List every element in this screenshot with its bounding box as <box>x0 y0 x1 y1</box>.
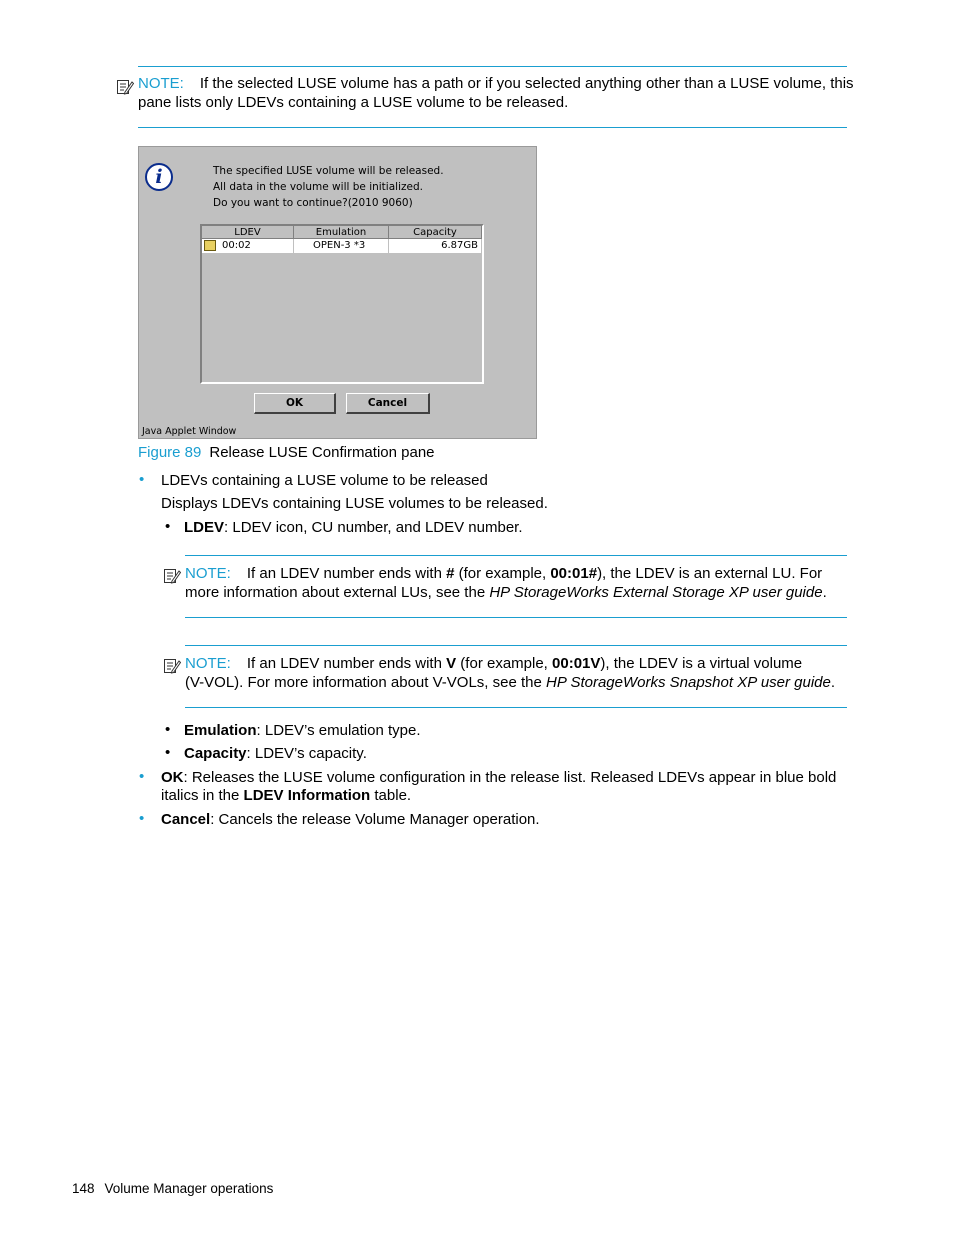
note2-text: (for example, <box>454 565 551 582</box>
note2-text: more information about external LUs, see the <box>185 584 490 601</box>
note3-text: (V-VOL). For more information about V-VOLs, see the <box>185 674 546 691</box>
note1-label: NOTE: <box>138 75 184 92</box>
emulation-item <box>184 721 421 740</box>
note1-text-1: If the selected LUSE volume has a path or if you selected anything other than a LUSE volume, this <box>199 75 854 92</box>
note3-text: . <box>830 674 836 691</box>
note3-guide-ref: HP StorageWorks Snapshot XP user guide <box>546 674 831 691</box>
note1-line1 <box>138 74 854 93</box>
column-header-emulation[interactable]: Emulation <box>294 226 389 239</box>
ldevs-title: LDEVs containing a LUSE volume to be released <box>161 472 488 489</box>
release-luse-dialog <box>138 146 537 439</box>
ok-desc: italics in the <box>161 787 244 804</box>
emulation-desc: : LDEV’s emulation type. <box>256 722 421 739</box>
capacity-cell[interactable]: 6.87GB <box>389 239 482 253</box>
info-icon: i <box>145 163 173 191</box>
ldev-desc: : LDEV icon, CU number, and LDEV number. <box>224 519 523 536</box>
note3-v: V <box>446 655 457 672</box>
emulation-cell[interactable]: OPEN-3 *3 <box>294 239 389 253</box>
dialog-message-3: Do you want to continue?(2010 9060) <box>213 197 413 209</box>
ldev-item <box>184 518 523 537</box>
column-header-capacity[interactable]: Capacity <box>389 226 482 239</box>
ok-item-line2 <box>161 786 411 805</box>
applet-status-text: Java Applet Window <box>142 426 237 437</box>
ldev-icon <box>204 240 216 251</box>
emulation-term: Emulation <box>184 722 257 739</box>
note3-bottom-rule <box>185 707 847 708</box>
note3-line2 <box>185 673 835 692</box>
note2-line2 <box>185 583 827 602</box>
figure-title: Release LUSE Confirmation pane <box>209 444 435 461</box>
bullet-icon: • <box>139 471 145 488</box>
note1-bottom-rule <box>138 127 847 128</box>
note2-text: . <box>822 584 827 601</box>
note2-top-rule <box>185 555 847 556</box>
note3-text: (for example, <box>456 655 553 672</box>
ldev-list[interactable] <box>200 224 484 384</box>
note3-text: If an LDEV number ends with <box>246 655 447 672</box>
ldev-term: LDEV <box>184 519 225 536</box>
ok-desc: table. <box>370 787 412 804</box>
ldev-information-ref: LDEV Information <box>243 787 371 804</box>
capacity-item <box>184 744 367 763</box>
bullet-icon: • <box>139 768 145 785</box>
figure-caption <box>138 443 435 462</box>
cancel-desc: : Cancels the release Volume Manager operation. <box>210 811 540 828</box>
note2-bottom-rule <box>185 617 847 618</box>
note-icon <box>163 657 181 675</box>
note3-example: 00:01V <box>552 655 601 672</box>
figure-number: Figure 89 <box>138 444 202 461</box>
page-number: 148 <box>72 1181 95 1196</box>
note1-top-rule <box>138 66 847 67</box>
note2-label: NOTE: <box>185 565 231 582</box>
capacity-term: Capacity <box>184 745 247 762</box>
page-footer <box>72 1181 273 1196</box>
bullet-icon: • <box>139 810 145 827</box>
column-header-ldev[interactable]: LDEV <box>202 226 294 239</box>
cancel-term: Cancel <box>161 811 211 828</box>
sub-bullet-icon: • <box>165 721 171 738</box>
note2-hash: # <box>446 565 455 582</box>
note1-line2: pane lists only LDEVs containing a LUSE volume to be released. <box>138 94 569 111</box>
ok-item-line1 <box>161 768 836 787</box>
note-icon <box>116 78 134 96</box>
ok-term: OK <box>161 769 184 786</box>
ok-desc: : Releases the LUSE volume configuration in the release list. Released LDEVs appear in blue bold <box>183 769 837 786</box>
cancel-item <box>161 810 540 829</box>
dialog-message-1: The specified LUSE volume will be released. <box>213 165 444 177</box>
note2-text: If an LDEV number ends with <box>246 565 447 582</box>
note2-line1 <box>185 564 822 583</box>
ldevs-description: Displays LDEVs containing LUSE volumes to be released. <box>161 495 548 512</box>
sub-bullet-icon: • <box>165 744 171 761</box>
sub-bullet-icon: • <box>165 518 171 535</box>
note3-line1 <box>185 654 802 673</box>
capacity-desc: : LDEV’s capacity. <box>246 745 367 762</box>
note2-guide-ref: HP StorageWorks External Storage XP user guide <box>489 584 823 601</box>
note3-label: NOTE: <box>185 655 231 672</box>
note3-top-rule <box>185 645 847 646</box>
ok-button[interactable]: OK <box>254 393 336 414</box>
footer-section: Volume Manager operations <box>104 1181 274 1196</box>
dialog-message-2: All data in the volume will be initialized. <box>213 181 423 193</box>
ldev-cell: 00:02 <box>222 240 251 251</box>
cancel-button[interactable]: Cancel <box>346 393 430 414</box>
note-icon <box>163 567 181 585</box>
note2-example: 00:01# <box>550 565 598 582</box>
note2-text: ), the LDEV is an external LU. For <box>597 565 823 582</box>
table-row[interactable] <box>202 239 294 253</box>
note3-text: ), the LDEV is a virtual volume <box>600 655 803 672</box>
